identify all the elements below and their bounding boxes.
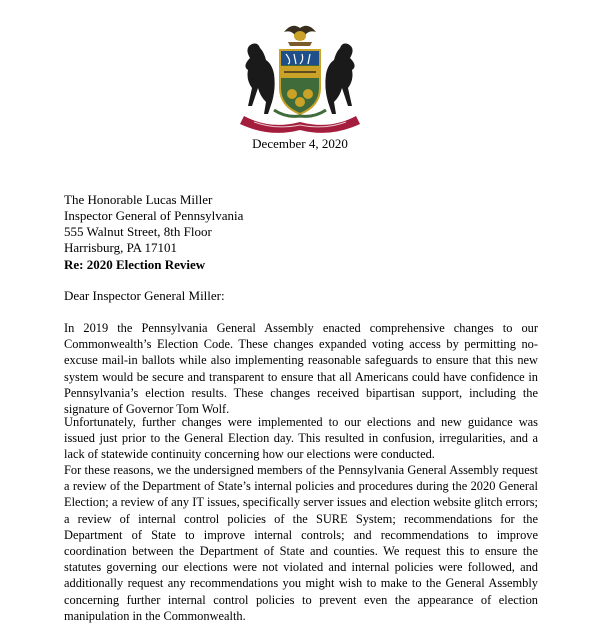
shield-icon [280,50,320,114]
recipient-city: Harrisburg, PA 17101 [64,240,178,255]
recipient-street: 555 Walnut Street, 8th Floor [64,224,212,239]
eagle-crest-icon [284,26,316,46]
recipient-title: Inspector General of Pennsylvania [64,208,244,223]
body-paragraph: Unfortunately, further changes were implemented to our elections and new guidance was issued just prior to the General Election day. This resulted in confusion, irregularities, and a lack of statewide continuity concerning how our elections were conducted. [64,415,538,462]
body-paragraph: In 2019 the Pennsylvania General Assembly enacted comprehensive changes to our Commonwealth’s Election Code. These changes expanded voting access by permitting no-excuse mail-in ballots while also implementing reasonable safeguards to ensure that this new system would be secure and transparent to ensure that all Americans could have confidence in Pennsylvania’s election results. These changes received bipartisan support, including the signature of Governor Tom Wolf. [64,321,538,417]
subject-line: Re: 2020 Election Review [64,257,206,272]
left-horse-icon [245,44,274,115]
right-horse-icon [325,44,354,115]
salutation: Dear Inspector General Miller: [64,288,225,303]
body-paragraph: For these reasons, we the undersigned members of the Pennsylvania General Assembly request a review of the Department of State’s internal policies and procedures during the 2020 General Election; a review of any IT issues, specifically server issues and election website glitch errors; a review of internal control policies of the SURE System; recommendations for the Department of State to improve internal controls; and recommendations to improve coordination between the Department of State and counties. We request this to ensure the statutes governing our elections were not violated and internal policies were followed, and additionally request any recommendations you might wish to make to the General Assembly concerning further internal control policies to prevent even the appearance of election manipulation in the Commonwealth. [64,463,538,623]
recipient-name: The Honorable Lucas Miller [64,192,213,207]
recipient-address [64,192,243,256]
letter-date: December 4, 2020 [252,136,348,151]
motto-ribbon-icon [240,116,360,133]
pennsylvania-coat-of-arms-icon [230,18,370,136]
